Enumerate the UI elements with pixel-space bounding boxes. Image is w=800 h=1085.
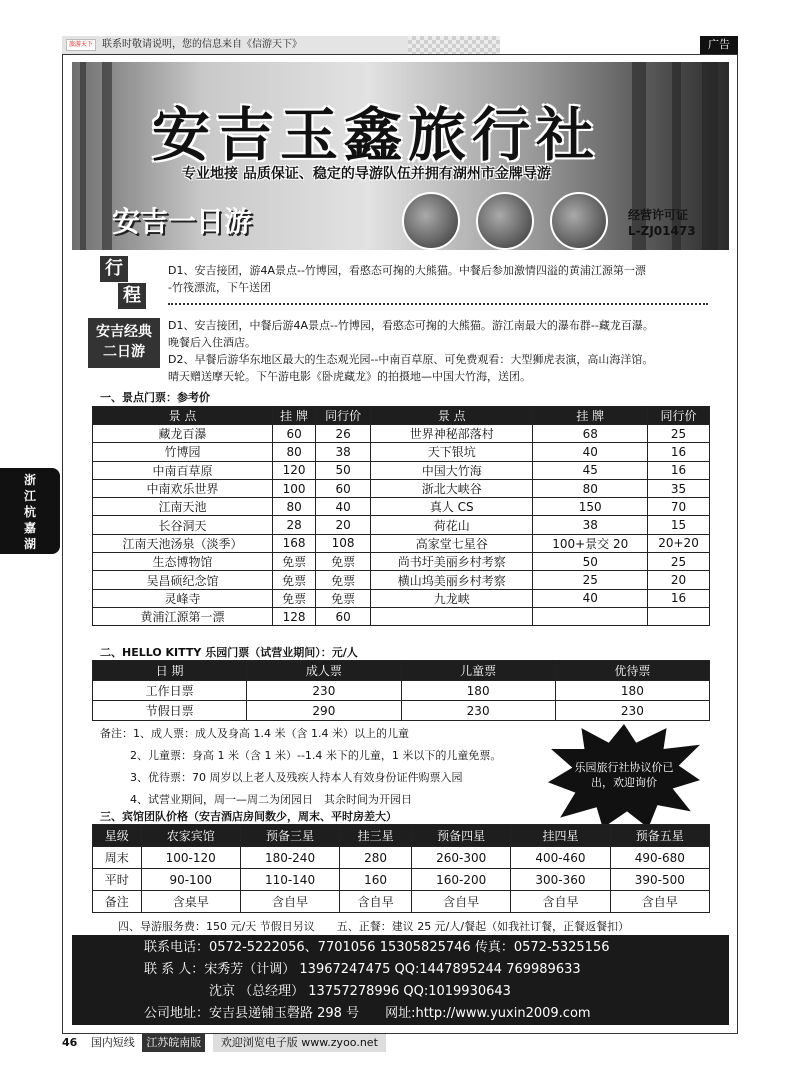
table-cell: 68 bbox=[533, 425, 648, 443]
notes bbox=[100, 723, 501, 811]
table-cell: 230 bbox=[401, 701, 555, 721]
table-cell: 180 bbox=[555, 681, 709, 701]
region-char: 湖 bbox=[23, 537, 36, 551]
burst-text: 乐园旅行社协议价已出，欢迎询价 bbox=[574, 761, 674, 789]
table-cell: 120 bbox=[273, 461, 316, 479]
hotel-title: 三、宾馆团队价格（安吉酒店房间数少，周末、平时房差大） bbox=[100, 810, 397, 823]
table-cell: 45 bbox=[533, 461, 648, 479]
table-cell: 80 bbox=[273, 443, 316, 461]
ticket-row bbox=[93, 553, 710, 571]
col-header: 日 期 bbox=[93, 661, 247, 681]
table-cell: 35 bbox=[648, 479, 710, 497]
table-cell: 40 bbox=[533, 589, 648, 607]
table-cell: 周末 bbox=[93, 847, 142, 869]
table-cell: 免票 bbox=[273, 571, 316, 589]
table-cell: 含桌早 bbox=[141, 891, 240, 913]
hotel-header-row bbox=[93, 825, 710, 847]
col-header: 挂 牌 bbox=[533, 407, 648, 425]
col-header: 同行价 bbox=[648, 407, 710, 425]
table-cell: 浙北大峡谷 bbox=[371, 479, 533, 497]
table-cell: 尚书圩美丽乡村考察 bbox=[371, 553, 533, 571]
tickets-title: 一、景点门票：参考价 bbox=[100, 391, 210, 404]
ticket-table bbox=[92, 406, 710, 626]
two-day-tag-line2: 二日游 bbox=[103, 344, 145, 360]
table-cell: 免票 bbox=[316, 553, 371, 571]
two-day-tag-line1: 安吉经典 bbox=[96, 324, 152, 340]
table-cell: 15 bbox=[648, 516, 710, 534]
table-cell: 工作日票 bbox=[93, 681, 247, 701]
page-footer bbox=[62, 1034, 386, 1052]
region-tab bbox=[0, 468, 60, 554]
col-header: 农家宾馆 bbox=[141, 825, 240, 847]
table-cell: 含自早 bbox=[240, 891, 339, 913]
table-cell: 藏龙百瀑 bbox=[93, 425, 273, 443]
kitty-table bbox=[92, 660, 710, 721]
hotel-row bbox=[93, 869, 710, 891]
hotel-row bbox=[93, 891, 710, 913]
license-number: L-ZJ01473 bbox=[628, 224, 696, 238]
table-cell: 40 bbox=[533, 443, 648, 461]
table-cell: 150 bbox=[533, 498, 648, 516]
table-cell: 中国大竹海 bbox=[371, 461, 533, 479]
contact-line-2: 沈京 （总经理） 13757278996 QQ:1019930643 bbox=[144, 984, 511, 999]
table-cell: 黄浦江源第一漂 bbox=[93, 607, 273, 625]
kitty-header-row bbox=[93, 661, 710, 681]
table-cell: 100-120 bbox=[141, 847, 240, 869]
table-cell: 80 bbox=[533, 479, 648, 497]
two-day-d2-cont: 晴天赠送摩天轮。下午游电影《卧虎藏龙》的拍摄地—中国大竹海，送团。 bbox=[168, 370, 531, 383]
table-cell: 28 bbox=[273, 516, 316, 534]
table-cell: 荷花山 bbox=[371, 516, 533, 534]
table-cell: 平时 bbox=[93, 869, 142, 891]
ticket-row bbox=[93, 571, 710, 589]
kitty-title: 二、HELLO KITTY 乐园门票（试营业期间）：元/人 bbox=[100, 646, 358, 659]
kitty-row bbox=[93, 701, 710, 721]
table-cell: 180 bbox=[401, 681, 555, 701]
table-cell: 高家堂七星谷 bbox=[371, 534, 533, 552]
table-cell: 160 bbox=[340, 869, 412, 891]
ad-label: 广告 bbox=[700, 36, 738, 54]
col-header: 景 点 bbox=[371, 407, 533, 425]
table-cell: 灵峰寺 bbox=[93, 589, 273, 607]
one-day-d1-cont: -竹筏漂流，下午送团 bbox=[168, 281, 271, 294]
table-cell: 含自早 bbox=[511, 891, 610, 913]
dotted-divider bbox=[168, 303, 708, 305]
one-day-d1: D1、安吉接团，游4A景点--竹博园，看憨态可掬的大熊猫。中餐后参加激情四溢的黄浦江源第一漂 bbox=[168, 264, 646, 277]
kitty-row bbox=[93, 681, 710, 701]
table-cell: 九龙峡 bbox=[371, 589, 533, 607]
table-cell: 50 bbox=[316, 461, 371, 479]
hotel-table bbox=[92, 824, 710, 913]
decorative-pattern bbox=[408, 36, 500, 54]
ticket-row bbox=[93, 516, 710, 534]
table-cell: 天下银坑 bbox=[371, 443, 533, 461]
col-header: 挂四星 bbox=[511, 825, 610, 847]
table-cell: 竹博园 bbox=[93, 443, 273, 461]
table-cell: 70 bbox=[648, 498, 710, 516]
license-label: 经营许可证 bbox=[628, 208, 689, 222]
table-cell: 中南欢乐世界 bbox=[93, 479, 273, 497]
two-day-d2: D2、早餐后游华东地区最大的生态观光园--中南百草原、可免费观看：大型狮虎表演，高山海洋馆。 bbox=[168, 353, 654, 366]
col-header: 挂 牌 bbox=[273, 407, 316, 425]
table-cell: 20 bbox=[648, 571, 710, 589]
table-cell: 60 bbox=[316, 479, 371, 497]
col-header: 预备四星 bbox=[412, 825, 511, 847]
table-cell: 含自早 bbox=[412, 891, 511, 913]
table-cell: 290 bbox=[247, 701, 401, 721]
license bbox=[628, 207, 696, 239]
address-line: 公司地址：安吉县递铺玉磬路 298 号 网址:http://www.yuxin2009.com bbox=[144, 1006, 591, 1021]
col-header: 挂三星 bbox=[340, 825, 412, 847]
ticket-row bbox=[93, 425, 710, 443]
tour-brand: 安吉一日游 bbox=[112, 205, 253, 238]
table-cell: 26 bbox=[316, 425, 371, 443]
service-fees: 四、导游服务费：150 元/天 节假日另议 五、正餐：建议 25 元/人/餐起（如我社订餐，正餐返餐扣） bbox=[118, 920, 630, 933]
slogan: 专业地接 品质保证、稳定的导游队伍并拥有湖州市金牌导游 bbox=[182, 166, 551, 182]
table-cell: 备注 bbox=[93, 891, 142, 913]
table-cell: 400-460 bbox=[511, 847, 610, 869]
table-cell: 80 bbox=[273, 498, 316, 516]
table-cell: 38 bbox=[316, 443, 371, 461]
table-cell: 含自早 bbox=[610, 891, 709, 913]
table-cell: 280 bbox=[340, 847, 412, 869]
col-header: 预备五星 bbox=[610, 825, 709, 847]
region-char: 浙 bbox=[23, 473, 36, 487]
ticket-row bbox=[93, 461, 710, 479]
col-header: 星级 bbox=[93, 825, 142, 847]
banner bbox=[72, 62, 729, 250]
agency-title: 安吉玉鑫旅行社 bbox=[152, 101, 601, 169]
ticket-row bbox=[93, 607, 710, 625]
region-char: 嘉 bbox=[23, 521, 36, 535]
hotel-row bbox=[93, 847, 710, 869]
table-cell: 横山坞美丽乡村考察 bbox=[371, 571, 533, 589]
table-cell: 免票 bbox=[273, 553, 316, 571]
table-cell: 中南百草原 bbox=[93, 461, 273, 479]
table-cell: 38 bbox=[533, 516, 648, 534]
two-day-d1: D1、安吉接团，中餐后游4A景点--竹博园，看憨态可掬的大熊猫。游江南最大的瀑布群--藏龙百瀑。 bbox=[168, 319, 654, 332]
table-cell: 230 bbox=[247, 681, 401, 701]
table-cell: 长谷洞天 bbox=[93, 516, 273, 534]
table-cell: 江南天池汤泉（淡季） bbox=[93, 534, 273, 552]
col-header: 优待票 bbox=[555, 661, 709, 681]
contact-note: 联系时敬请说明，您的信息来自《信游天下》 bbox=[102, 39, 302, 50]
bamboo-photo bbox=[476, 192, 534, 250]
two-day-d1-cont: 晚餐后入住酒店。 bbox=[168, 336, 256, 349]
table-cell: 16 bbox=[648, 443, 710, 461]
ticket-row bbox=[93, 479, 710, 497]
region-char: 杭 bbox=[23, 505, 36, 519]
ticket-header-row bbox=[93, 407, 710, 425]
note-line: 备注：1、成人票：成人及身高 1.4 米（含 1.4 米）以上的儿童 bbox=[100, 727, 409, 740]
region-char: 江 bbox=[23, 489, 36, 503]
table-cell: 20 bbox=[316, 516, 371, 534]
table-cell: 260-300 bbox=[412, 847, 511, 869]
table-cell: 40 bbox=[316, 498, 371, 516]
table-cell: 128 bbox=[273, 607, 316, 625]
table-cell: 300-360 bbox=[511, 869, 610, 891]
table-cell: 免票 bbox=[316, 589, 371, 607]
ticket-row bbox=[93, 443, 710, 461]
table-cell: 168 bbox=[273, 534, 316, 552]
itinerary-tag: 行 bbox=[100, 256, 128, 282]
table-cell bbox=[371, 607, 533, 625]
table-cell: 90-100 bbox=[141, 869, 240, 891]
two-day-tag bbox=[88, 318, 160, 368]
table-cell: 真人 CS bbox=[371, 498, 533, 516]
table-cell: 60 bbox=[316, 607, 371, 625]
table-cell: 100+景交 20 bbox=[533, 534, 648, 552]
table-cell: 160-200 bbox=[412, 869, 511, 891]
top-info-bar bbox=[62, 36, 408, 54]
table-cell: 免票 bbox=[316, 571, 371, 589]
table-cell: 390-500 bbox=[610, 869, 709, 891]
table-cell: 16 bbox=[648, 461, 710, 479]
table-cell: 20+20 bbox=[648, 534, 710, 552]
website-link[interactable]: 欢迎浏览电子版 www.zyoo.net bbox=[213, 1034, 386, 1052]
table-cell: 世界神秘部落村 bbox=[371, 425, 533, 443]
table-cell: 吴昌硕纪念馆 bbox=[93, 571, 273, 589]
table-cell: 生态博物馆 bbox=[93, 553, 273, 571]
table-cell: 16 bbox=[648, 589, 710, 607]
table-cell: 180-240 bbox=[240, 847, 339, 869]
table-cell: 25 bbox=[648, 425, 710, 443]
table-cell: 110-140 bbox=[240, 869, 339, 891]
contact-footer bbox=[72, 935, 729, 1025]
ticket-row bbox=[93, 534, 710, 552]
table-cell: 25 bbox=[648, 553, 710, 571]
note-line: 3、优待票：70 周岁以上老人及残疾人持本人有效身份证件购票入园 bbox=[130, 771, 463, 784]
phone-line: 联系电话：0572-5222056、7701056 15305825746 传真：0572-5325156 bbox=[144, 940, 610, 955]
contact-line: 联 系 人：宋秀芳（计调） 13967247475 QQ:1447895244 769989633 bbox=[144, 962, 581, 977]
note-line: 2、儿童票：身高 1 米（含 1 米）--1.4 米下的儿童，1 米以下的儿童免票。 bbox=[130, 749, 502, 762]
table-cell bbox=[533, 607, 648, 625]
col-header: 儿童票 bbox=[401, 661, 555, 681]
page-number: 46 bbox=[62, 1036, 78, 1049]
scenery-photo bbox=[402, 192, 460, 250]
table-cell: 60 bbox=[273, 425, 316, 443]
section-name: 国内短线 bbox=[90, 1036, 135, 1049]
table-cell: 免票 bbox=[273, 589, 316, 607]
col-header: 成人票 bbox=[247, 661, 401, 681]
col-header: 预备三星 bbox=[240, 825, 339, 847]
table-cell bbox=[648, 607, 710, 625]
table-cell: 108 bbox=[316, 534, 371, 552]
table-cell: 230 bbox=[555, 701, 709, 721]
table-cell: 江南天池 bbox=[93, 498, 273, 516]
col-header: 景 点 bbox=[93, 407, 273, 425]
table-cell: 100 bbox=[273, 479, 316, 497]
table-cell: 节假日票 bbox=[93, 701, 247, 721]
note-line: 4、试营业期间，周一—周二为闭园日 其余时间为开园日 bbox=[130, 793, 412, 806]
pavilion-photo bbox=[550, 192, 608, 250]
ticket-row bbox=[93, 498, 710, 516]
table-cell: 25 bbox=[533, 571, 648, 589]
table-cell: 50 bbox=[533, 553, 648, 571]
table-cell: 含自早 bbox=[340, 891, 412, 913]
ticket-row bbox=[93, 589, 710, 607]
col-header: 同行价 bbox=[316, 407, 371, 425]
itinerary-tag: 程 bbox=[118, 283, 146, 309]
edition-badge: 江苏皖南版 bbox=[142, 1034, 205, 1052]
magazine-logo: 旅游天下 bbox=[66, 39, 96, 51]
table-cell: 490-680 bbox=[610, 847, 709, 869]
